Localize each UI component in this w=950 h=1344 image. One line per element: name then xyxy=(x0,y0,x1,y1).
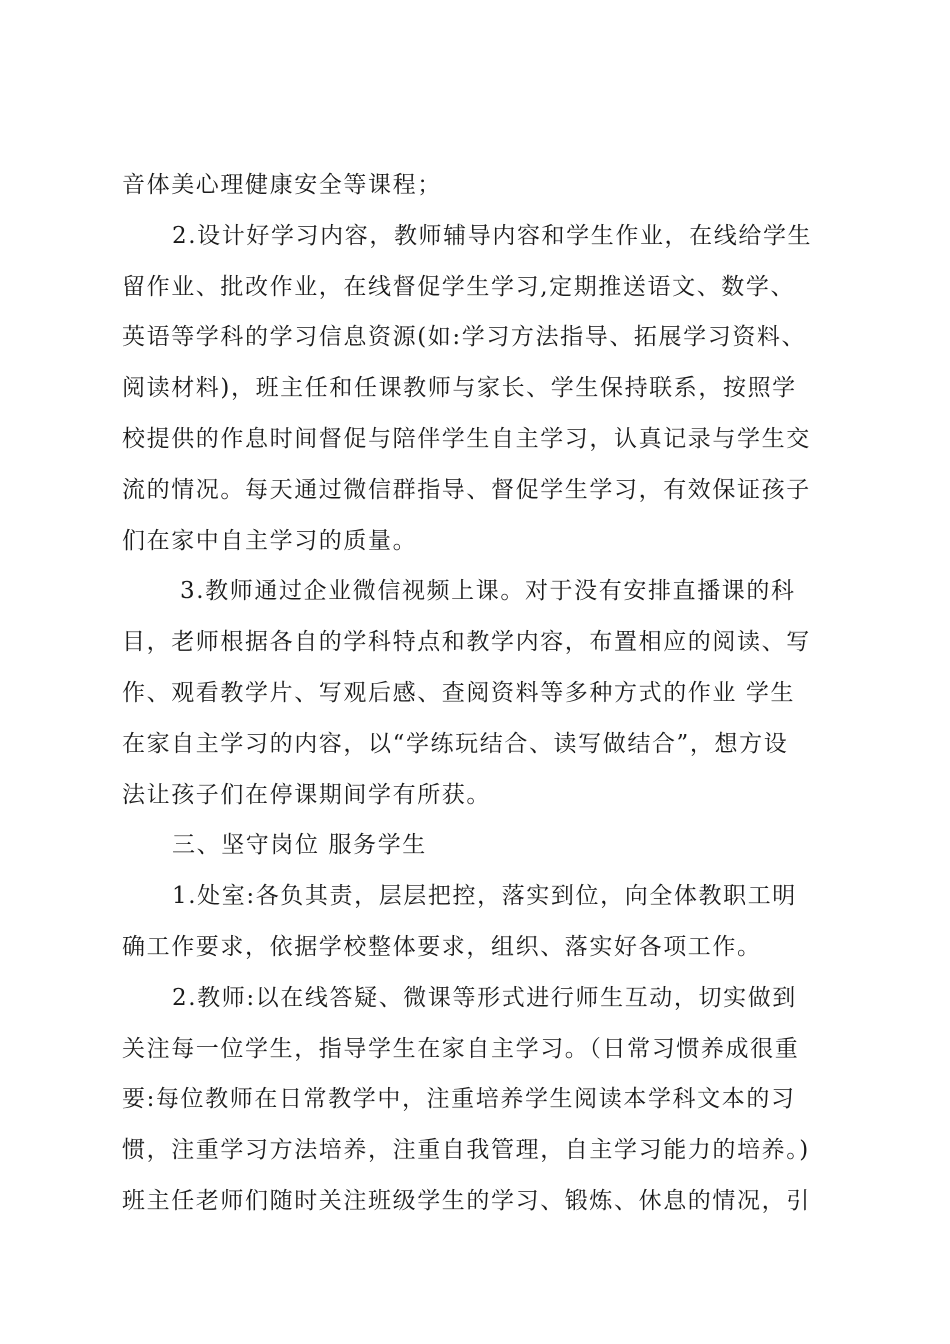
text-line: 班主任老师们随时关注班级学生的学习、锻炼、休息的情况，引 xyxy=(122,1187,811,1214)
section-heading: 三、坚守岗位 服务学生 xyxy=(172,832,427,859)
text-line: 3.教师通过企业微信视频上课。对于没有安排直播课的科 xyxy=(180,578,796,605)
text-line: 音体美心理健康安全等课程； xyxy=(122,172,442,198)
text-line: 阅读材料)，班主任和任课教师与家长、学生保持联系，按照学 xyxy=(122,375,797,402)
text-line: 英语等学科的学习信息资源(如:学习方法指导、拓展学习资料、 xyxy=(122,324,807,351)
text-line: 法让孩子们在停课期间学有所获。 xyxy=(122,781,491,808)
text-line: 1.处室:各负其责，层层把控，落实到位，向全体教职工明 xyxy=(172,883,797,910)
text-line: 作、观看教学片、写观后感、查阅资料等多种方式的作业 学生 xyxy=(122,679,796,706)
document-body xyxy=(122,160,834,1227)
text-line: 目，老师根据各自的学科特点和教学内容，布置相应的阅读、写 xyxy=(122,629,811,656)
text-line: 们在家中自主学习的质量。 xyxy=(122,527,418,554)
text-line: 在家自主学习的内容，以“学练玩结合、读写做结合”，想方设 xyxy=(122,730,789,757)
text-line: 确工作要求，依据学校整体要求，组织、落实好各项工作。 xyxy=(122,933,762,960)
text-line: 关注每一位学生，指导学生在家自主学习。（日常习惯养成很重 xyxy=(122,1035,800,1062)
text-line: 留作业、批改作业，在线督促学生学习,定期推送语文、数学、 xyxy=(122,273,796,300)
text-line: 流的情况。每天通过微信群指导、督促学生学习，有效保证孩子 xyxy=(122,476,811,503)
text-line: 2.设计好学习内容，教师辅导内容和学生作业，在线给学生 xyxy=(172,222,813,249)
text-line: 惯，注重学习方法培养，注重自我管理，自主学习能力的培养。) xyxy=(122,1137,810,1164)
text-line: 校提供的作息时间督促与陪伴学生自主学习，认真记录与学生交 xyxy=(122,425,811,452)
text-line: 要:每位教师在日常教学中，注重培养学生阅读本学科文本的习 xyxy=(122,1086,796,1113)
text-line: 2.教师:以在线答疑、微课等形式进行师生互动，切实做到 xyxy=(172,984,797,1011)
